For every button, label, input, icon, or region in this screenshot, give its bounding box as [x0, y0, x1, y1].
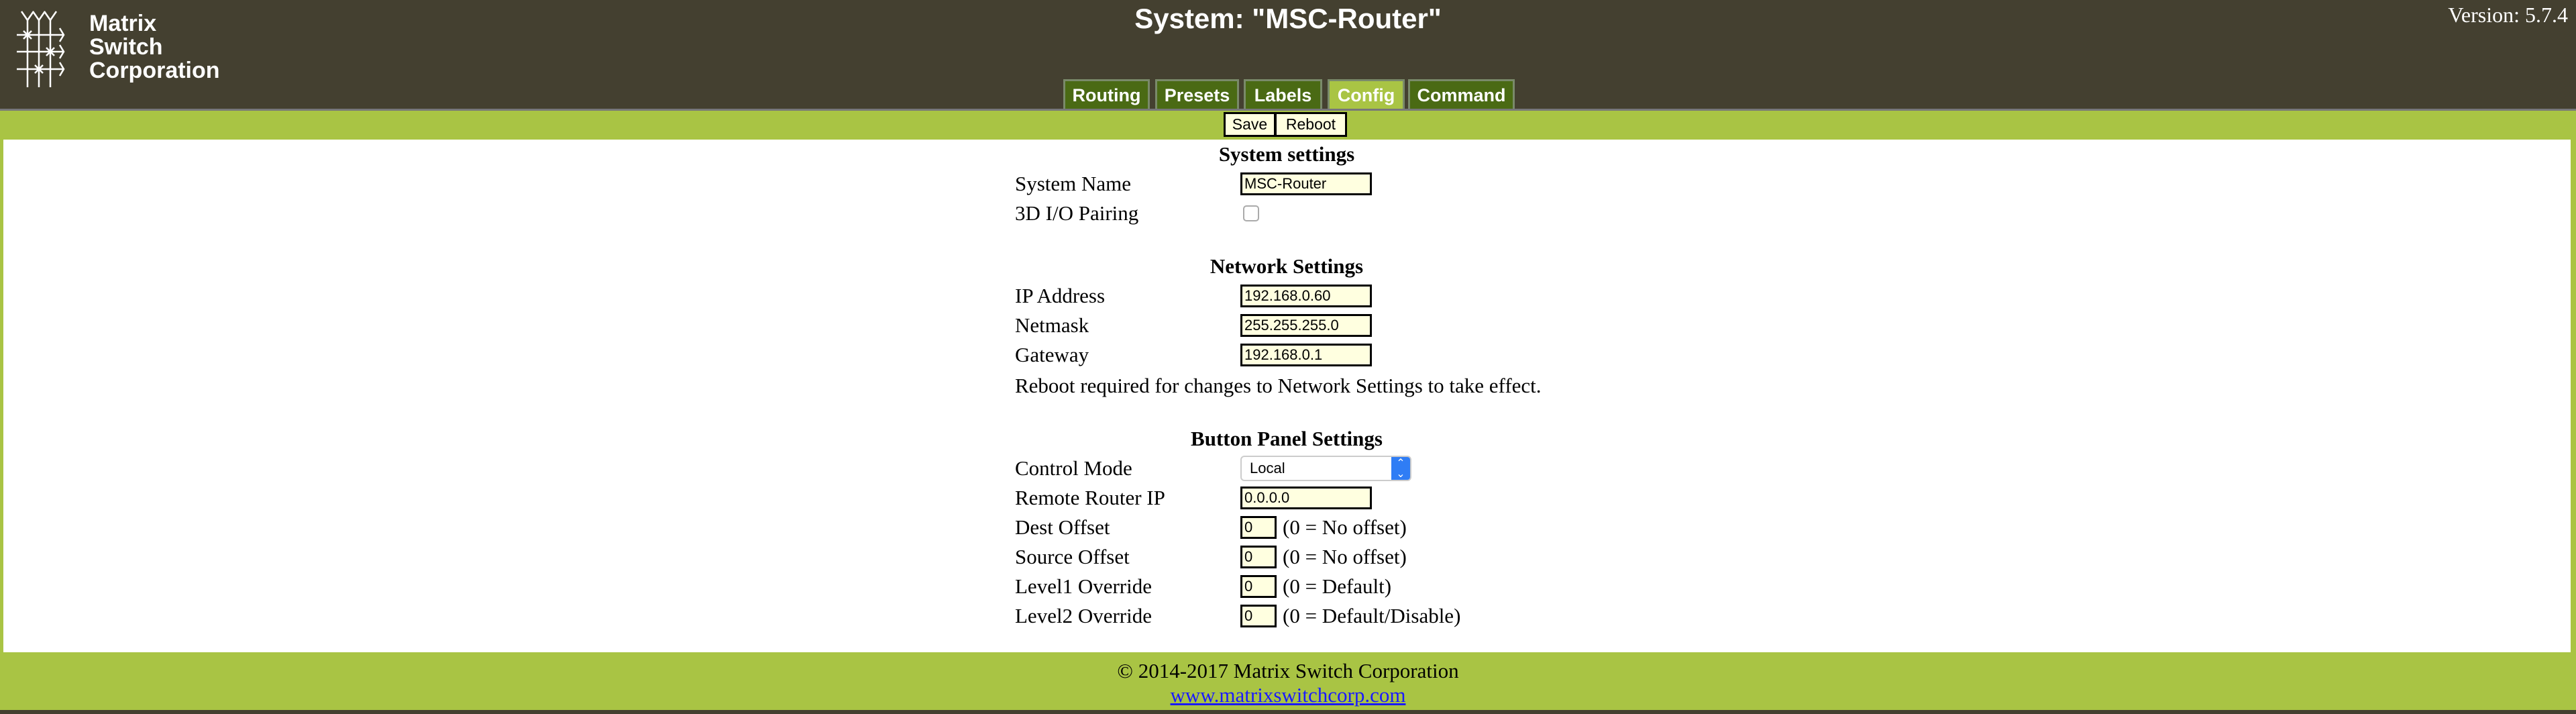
level1-override-label: Level1 Override [1015, 574, 1152, 598]
dest-offset-input[interactable]: 0 [1240, 516, 1277, 539]
system-settings-heading: System settings [1218, 142, 1355, 166]
tab-labels[interactable]: Labels [1244, 79, 1322, 109]
source-offset-hint: (0 = No offset) [1283, 545, 1407, 568]
gateway-input[interactable]: 192.168.0.1 [1240, 344, 1372, 366]
system-name-input[interactable]: MSC-Router [1240, 172, 1372, 195]
dest-offset-label: Dest Offset [1015, 515, 1110, 539]
remote-router-ip-input[interactable]: 0.0.0.0 [1240, 487, 1372, 509]
level2-override-label: Level2 Override [1015, 604, 1152, 627]
tab-presets[interactable]: Presets [1155, 79, 1239, 109]
logo-text: Matrix Switch Corporation [89, 11, 220, 83]
remote-router-ip-label: Remote Router IP [1015, 486, 1165, 509]
pairing-label: 3D I/O Pairing [1015, 201, 1139, 225]
company-website-link[interactable]: www.matrixswitchcorp.com [1170, 683, 1406, 707]
control-mode-value: Local [1250, 460, 1285, 476]
reboot-note: Reboot required for changes to Network Settings to take effect. [1015, 374, 1542, 397]
select-updown-icon: ⌃ ⌄ [1391, 457, 1410, 481]
bottom-strip [0, 710, 2576, 714]
ip-address-input[interactable]: 192.168.0.60 [1240, 285, 1372, 307]
tab-command[interactable]: Command [1408, 79, 1515, 109]
source-offset-label: Source Offset [1015, 545, 1130, 568]
system-name-label: System Name [1015, 172, 1132, 195]
version-label: Version: 5.7.4 [2448, 3, 2568, 27]
control-mode-select[interactable] [1240, 456, 1411, 481]
dest-offset-hint: (0 = No offset) [1283, 515, 1407, 539]
footer-copyright: © 2014-2017 Matrix Switch Corporation [1117, 659, 1459, 682]
level1-override-hint: (0 = Default) [1283, 574, 1392, 598]
page-title: System: "MSC-Router" [1134, 3, 1442, 34]
save-button[interactable]: Save [1224, 112, 1276, 137]
level2-override-hint: (0 = Default/Disable) [1283, 604, 1461, 627]
pairing-checkbox[interactable] [1243, 205, 1259, 221]
source-offset-input[interactable]: 0 [1240, 546, 1277, 568]
netmask-label: Netmask [1015, 313, 1089, 337]
reboot-button[interactable]: Reboot [1275, 112, 1347, 137]
level2-override-input[interactable]: 0 [1240, 605, 1277, 627]
gateway-label: Gateway [1015, 343, 1089, 366]
network-settings-heading: Network Settings [1210, 254, 1364, 278]
tab-routing[interactable]: Routing [1063, 79, 1150, 109]
netmask-input[interactable]: 255.255.255.0 [1240, 314, 1372, 337]
button-panel-heading: Button Panel Settings [1191, 427, 1383, 450]
ip-address-label: IP Address [1015, 284, 1106, 307]
footer-link-container [0, 682, 2576, 709]
level1-override-input[interactable]: 0 [1240, 575, 1277, 598]
control-mode-label: Control Mode [1015, 456, 1132, 480]
tab-config[interactable]: Config [1328, 79, 1405, 109]
